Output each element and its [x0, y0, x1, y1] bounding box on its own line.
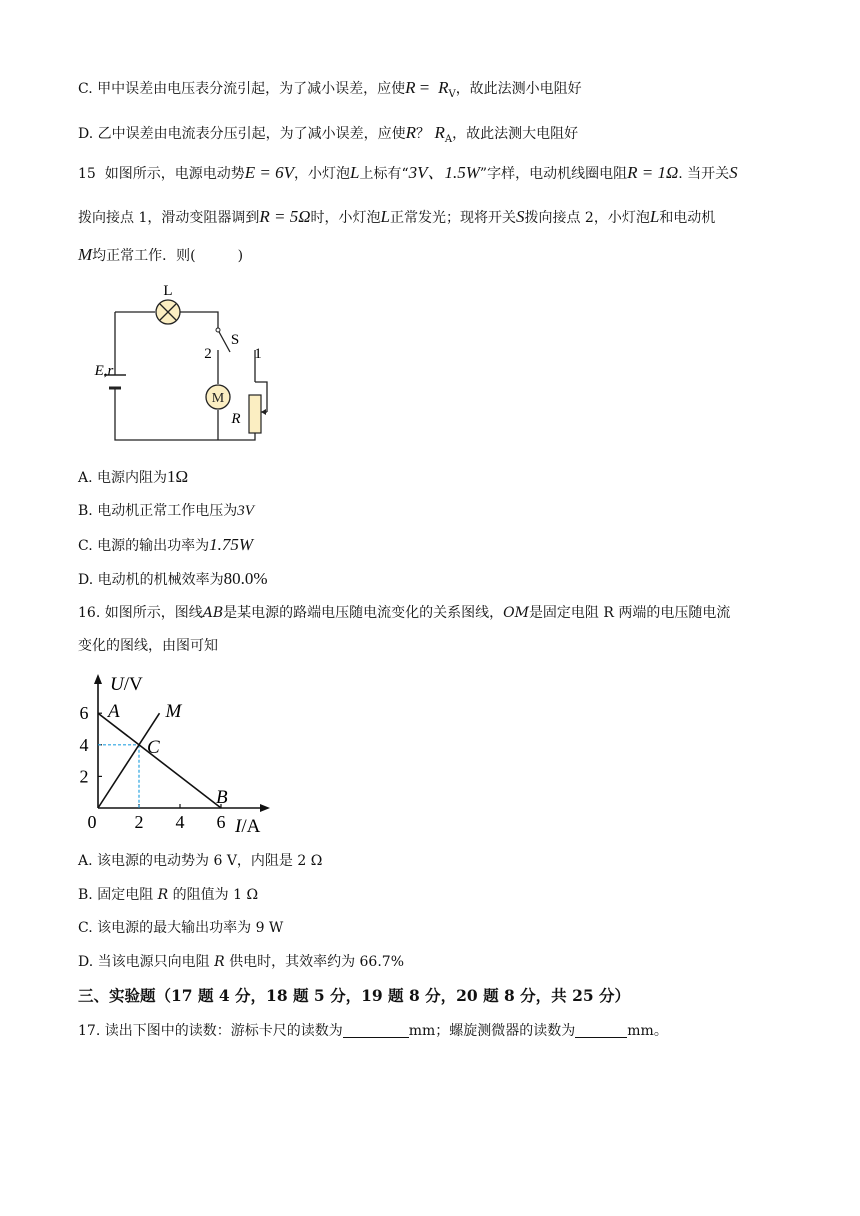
- var-r: R: [405, 78, 416, 97]
- contact-1-label: 1: [254, 346, 262, 362]
- y-tick-label: 4: [79, 734, 89, 755]
- q15-option-d: D. 电动机的机械效率为80.0%: [78, 569, 268, 588]
- point-label-a: A: [108, 701, 120, 723]
- section-3-title: 三、实验题（17 题 4 分，18 题 5 分，19 题 8 分，20 题 8 分，共 25 分）: [78, 986, 631, 1005]
- contact-2-label: 2: [204, 346, 212, 362]
- q14-option-c: C. 甲中误差由电压表分流引起，为了减小误差，应使$R = R_V$，故此法测小电阻好: [78, 78, 582, 100]
- q15-option-c: C. 电源的输出功率为1.75W: [78, 535, 254, 554]
- y-axis-label: U/V: [110, 674, 143, 695]
- y-tick-label: 2: [79, 766, 89, 787]
- q15-stem-line1: 15 如图所示，电源电动势E = 6V，小灯泡L上标有“3V、1.5W”字样，电动机线圈电阻R = 1Ω. 当开关S: [78, 163, 738, 182]
- q15-number: 15: [78, 166, 96, 182]
- x-axis-arrow: [260, 804, 270, 812]
- q16-option-d: D. 当该电源只向电阻 R 供电时，其效率约为 66.7%: [78, 954, 404, 970]
- svg-text:M: M: [211, 391, 225, 406]
- rheostat-label: R: [231, 411, 241, 427]
- y-axis-arrow: [94, 674, 102, 684]
- lamp-label: L: [163, 283, 173, 299]
- series-line-om: [98, 713, 160, 808]
- q17-stem: 17. 读出下图中的读数：游标卡尺的读数为 mm；螺旋测微器的读数为 mm。: [78, 1023, 668, 1039]
- x-tick-label: 6: [216, 812, 226, 832]
- q15-stem-line3: M均正常工作．则( ): [78, 245, 244, 264]
- q16-option-b: B. 固定电阻 R 的阻值为 1 Ω: [78, 887, 259, 903]
- q14-option-d: D. 乙中误差由电流表分压引起，为了减小误差，应使R？ $R_A$，故此法测大电阻好: [78, 123, 579, 145]
- q16-stem-line1: 16. 如图所示，图线AB是某电源的路端电压随电流变化的关系图线，OM是固定电阻 R 两端的电压随电流: [78, 605, 731, 621]
- x-tick-label: 0: [87, 812, 97, 832]
- rheostat-icon: [249, 395, 261, 433]
- q16-stem-line2: 变化的图线，由图可知: [78, 638, 218, 654]
- q16-ui-graph: [78, 668, 278, 838]
- q16-option-c: C. 该电源的最大输出功率为 9 W: [78, 920, 284, 936]
- q15-circuit-diagram: [80, 282, 280, 448]
- q15-option-a: A. 电源内阻为1Ω: [78, 467, 189, 486]
- micrometer-answer-blank[interactable]: [575, 1022, 627, 1038]
- q15-stem-line2: 拨向接点 1，滑动变阻器调到R = 5Ω时，小灯泡L正常发光；现将开关S拨向接点 2，小灯泡L和电动机: [78, 207, 716, 226]
- lamp-icon: [156, 300, 180, 324]
- y-tick-label: 6: [79, 703, 89, 724]
- q16-option-a: A. 该电源的电动势为 6 V，内阻是 2 Ω: [78, 853, 323, 869]
- point-label-b: B: [216, 787, 228, 808]
- source-label: E,r: [94, 363, 114, 379]
- x-axis-label: I/A: [235, 816, 261, 837]
- q15-option-b: B. 电动机正常工作电压为3V: [78, 503, 254, 519]
- switch-label: S: [230, 332, 240, 348]
- motor-icon: [206, 385, 230, 409]
- point-label-m: M: [165, 701, 182, 723]
- point-label-c: C: [147, 736, 160, 758]
- series-line-ab: [98, 713, 221, 808]
- caliper-answer-blank[interactable]: [343, 1022, 409, 1038]
- x-tick-label: 2: [134, 812, 144, 832]
- x-tick-label: 4: [175, 812, 185, 832]
